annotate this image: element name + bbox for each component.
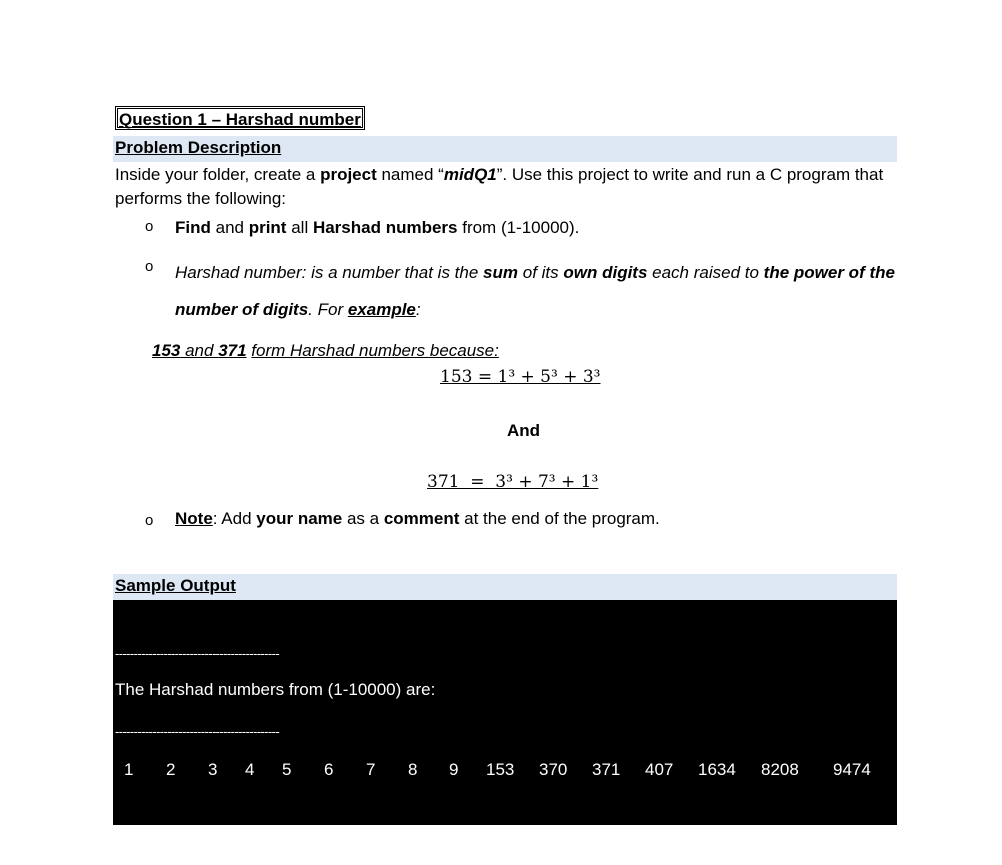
output-number: 8	[408, 760, 418, 779]
bold-comment: comment	[383, 509, 460, 528]
text: . For	[308, 300, 348, 319]
text: and	[180, 341, 219, 360]
output-number: 153	[486, 760, 515, 779]
intro-project-name: midQ1	[443, 165, 497, 184]
bullet-marker: o	[145, 258, 154, 275]
output-number: 5	[282, 760, 292, 779]
bold-find: Find	[175, 218, 211, 237]
note-label: Note	[175, 509, 213, 528]
bold-example: example	[347, 300, 416, 319]
text: each raised to	[647, 263, 764, 282]
problem-description-heading: Problem Description	[115, 138, 282, 157]
bullet-find-print	[175, 218, 579, 238]
example-153: 153	[152, 341, 181, 360]
intro-text: Inside your folder, create a	[115, 165, 321, 184]
bold-power: the power of the number of digits	[175, 263, 895, 319]
console-heading-line: The Harshad numbers from (1-10000) are:	[115, 680, 436, 699]
text: at the end of the program.	[459, 509, 660, 528]
output-number: 8208	[761, 760, 799, 779]
output-number: 6	[324, 760, 334, 779]
bold-print: print	[248, 218, 287, 237]
text: and	[210, 218, 249, 237]
text: as a	[342, 509, 384, 528]
output-number: 2	[166, 760, 176, 779]
bullet-marker: o	[145, 218, 154, 235]
intro-project-word: project	[320, 165, 377, 184]
equation-371: 371 = 3³ + 7³ + 1³	[427, 472, 599, 492]
text: form Harshad numbers because:	[251, 341, 499, 360]
text: all	[286, 218, 313, 237]
problem-intro	[115, 163, 905, 211]
question-title: Question 1 – Harshad number	[115, 106, 365, 130]
bullet-note	[175, 509, 660, 529]
bold-harshad-numbers: Harshad numbers	[312, 218, 458, 237]
bullet-marker: o	[145, 512, 154, 529]
text: of its	[518, 263, 564, 282]
output-number: 370	[539, 760, 568, 779]
example-line	[152, 341, 499, 361]
output-number: 9474	[833, 760, 871, 779]
bullet-definition	[175, 254, 897, 328]
bold-sum: sum	[483, 263, 519, 282]
bold-your-name: your name	[256, 509, 343, 528]
example-371: 371	[218, 341, 247, 360]
output-number: 4	[245, 760, 255, 779]
output-number: 407	[645, 760, 674, 779]
divider-dashes: --------------------------------------------	[115, 646, 280, 661]
sample-output-heading: Sample Output	[115, 576, 236, 595]
bold-own-digits: own digits	[563, 263, 648, 282]
equation-153: 153 = 1³ + 5³ + 3³	[440, 367, 601, 387]
output-number: 7	[366, 760, 376, 779]
and-label: And	[507, 421, 541, 440]
intro-text: named “	[376, 165, 444, 184]
output-number: 3	[208, 760, 218, 779]
text: Harshad number: is a number that is the	[175, 263, 484, 282]
divider-dashes: --------------------------------------------	[115, 724, 280, 739]
harshad-number-list	[113, 760, 897, 784]
output-number: 9	[449, 760, 459, 779]
output-number: 1	[124, 760, 134, 779]
intro-text: ”. Use this project to write and run a C program that performs the following:	[115, 165, 884, 208]
text: : Add	[212, 509, 257, 528]
text: from (1-10000).	[457, 218, 580, 237]
output-number: 1634	[698, 760, 736, 779]
console-output	[113, 600, 897, 825]
output-number: 371	[592, 760, 621, 779]
text: :	[415, 300, 421, 319]
